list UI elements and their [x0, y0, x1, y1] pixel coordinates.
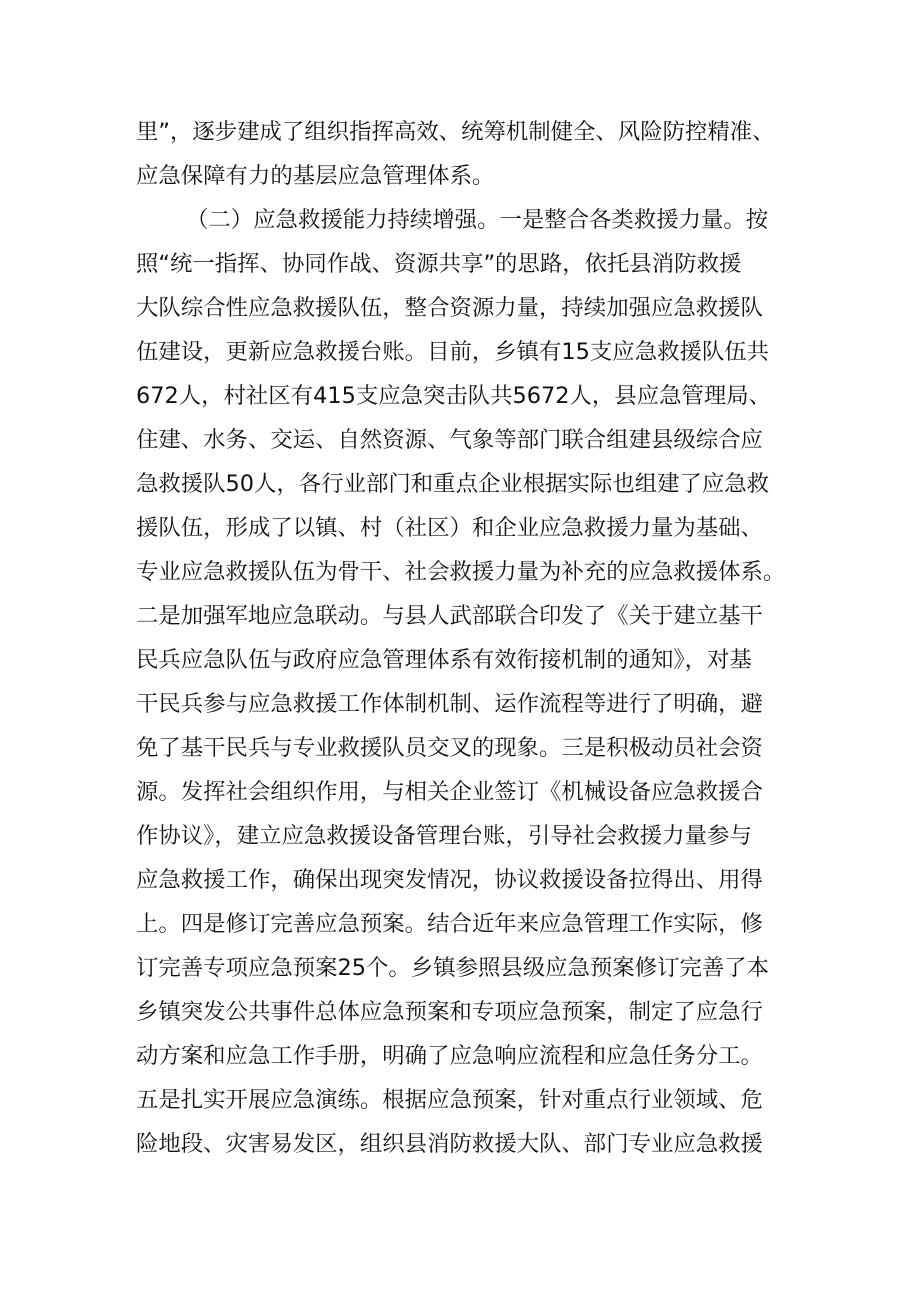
text-line: 民兵应急队伍与政府应急管理体系有效衔接机制的通知》，对基: [136, 647, 752, 673]
text-line: 订完善专项应急预案25个。乡镇参照县级应急预案修订完善了本: [136, 955, 770, 981]
text-line: 上。四是修订完善应急预案。结合近年来应急管理工作实际，修: [136, 911, 763, 937]
text-line: 里”，逐步建成了组织指挥高效、统筹机制健全、风险防控精准、: [136, 119, 775, 145]
body-text: [136, 110, 796, 1166]
text-line: 二是加强军地应急联动。与县人武部联合印发了《关于建立基干: [136, 603, 763, 629]
text-line: 援队伍，形成了以镇、村（社区）和企业应急救援力量为基础、: [136, 515, 763, 541]
text-line: 大队综合性应急救援队伍，整合资源力量，持续加强应急救援队: [136, 295, 763, 321]
section-heading-line: （二）应急救援能力持续增强。一是整合各类救援力量。按: [186, 207, 769, 233]
text-line: 源。发挥社会组织作用，与相关企业签订《机械设备应急救援合: [136, 779, 763, 805]
text-line: 672人，村社区有415支应急突击队共5672人，县应急管理局、: [136, 383, 772, 409]
text-line: 动方案和应急工作手册，明确了应急响应流程和应急任务分工。: [136, 1043, 763, 1069]
text-line: 作协议》，建立应急救援设备管理台账，引导社会救援力量参与: [136, 823, 752, 849]
text-line: 照“统一指挥、协同作战、资源共享”的思路，依托县消防救援: [136, 251, 742, 277]
text-line: 伍建设，更新应急救援台账。目前，乡镇有15支应急救援队伍共: [136, 339, 770, 365]
text-line: 急救援队50人，各行业部门和重点企业根据实际也组建了应急救: [136, 471, 770, 497]
text-line: 应急救援工作，确保出现突发情况，协议救援设备拉得出、用得: [136, 867, 763, 893]
text-line: 应急保障有力的基层应急管理体系。: [136, 163, 495, 189]
text-line: 干民兵参与应急救援工作体制机制、运作流程等进行了明确，避: [136, 691, 763, 717]
text-line: 免了基干民兵与专业救援队员交叉的现象。三是积极动员社会资: [136, 735, 763, 761]
text-line: 住建、水务、交运、自然资源、气象等部门联合组建县级综合应: [136, 427, 763, 453]
text-line: 乡镇突发公共事件总体应急预案和专项应急预案，制定了应急行: [136, 999, 763, 1025]
text-line: 险地段、灾害易发区，组织县消防救援大队、部门专业应急救援: [136, 1131, 763, 1157]
text-line: 专业应急救援队伍为骨干、社会救援力量为补充的应急救援体系。: [136, 559, 786, 585]
text-line: 五是扎实开展应急演练。根据应急预案，针对重点行业领域、危: [136, 1087, 763, 1113]
